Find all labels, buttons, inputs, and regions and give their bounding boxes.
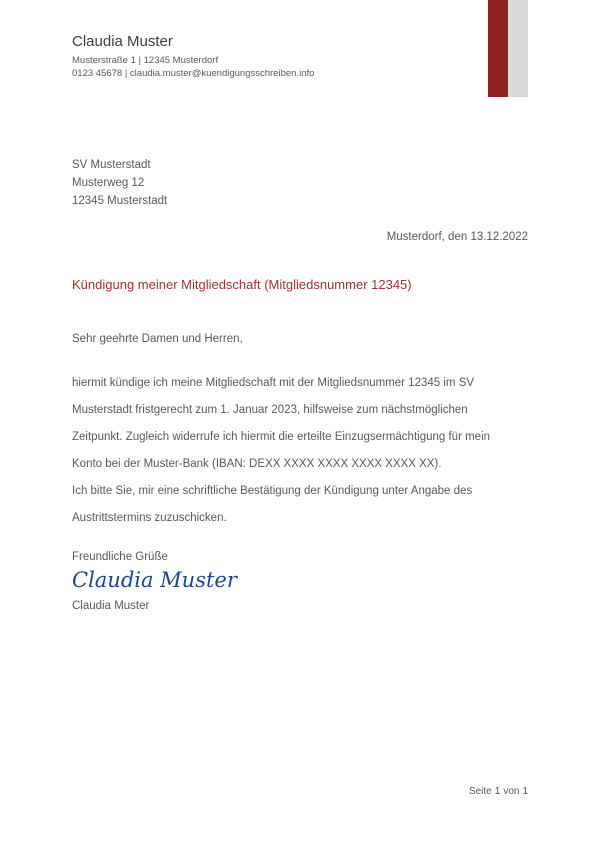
footer-page-total: 1 (522, 786, 528, 797)
handwritten-signature: Claudia Muster (72, 568, 237, 592)
footer-label-page: Seite (468, 786, 492, 797)
recipient-city: 12345 Musterstadt (72, 195, 168, 207)
sender-contact-line: 0123 45678 | claudia.muster@kuendigungsschreiben.info (72, 68, 315, 79)
signature-typed-name: Claudia Muster (72, 600, 150, 612)
recipient-name: SV Musterstadt (72, 159, 151, 171)
sender-header (72, 33, 314, 80)
recipient-street: Musterweg 12 (72, 177, 145, 189)
closing-line: Freundliche Grüße (72, 551, 168, 563)
accent-bar-red (488, 0, 508, 97)
subject-line: Kündigung meiner Mitgliedschaft (Mitgliedsnummer 12345) (72, 277, 412, 292)
body-paragraph-1: hiermit kündige ich meine Mitgliedschaft mit der Mitgliedsnummer 12345 im SV Musterstadt fristgerecht zum 1. Januar 2023, hilfsweise zum nächstmöglichen Zeitpunkt. Zugleich widerrufe ich hiermit die erteilte Einzugsermächtigung für mein Konto bei der Muster-Bank (IBAN: DEXX XXXX XXXX XXXX XXXX XX). (72, 377, 491, 470)
sender-address-line: Musterstraße 1 | 12345 Musterdorf (72, 55, 219, 66)
sender-name: Claudia Muster (72, 33, 173, 50)
recipient-address-block (72, 156, 167, 210)
accent-bar-gray (508, 0, 528, 97)
date-line: Musterdorf, den 13.12.2022 (386, 231, 528, 243)
footer-page-current: 1 (494, 786, 501, 797)
page-footer (469, 786, 528, 797)
body-paragraph-2: Ich bitte Sie, mir eine schriftliche Bestätigung der Kündigung unter Angabe des Austrittstermins zuzuschicken. (72, 485, 473, 524)
salutation: Sehr geehrte Damen und Herren, (72, 333, 243, 345)
footer-label-of: von (503, 786, 520, 797)
